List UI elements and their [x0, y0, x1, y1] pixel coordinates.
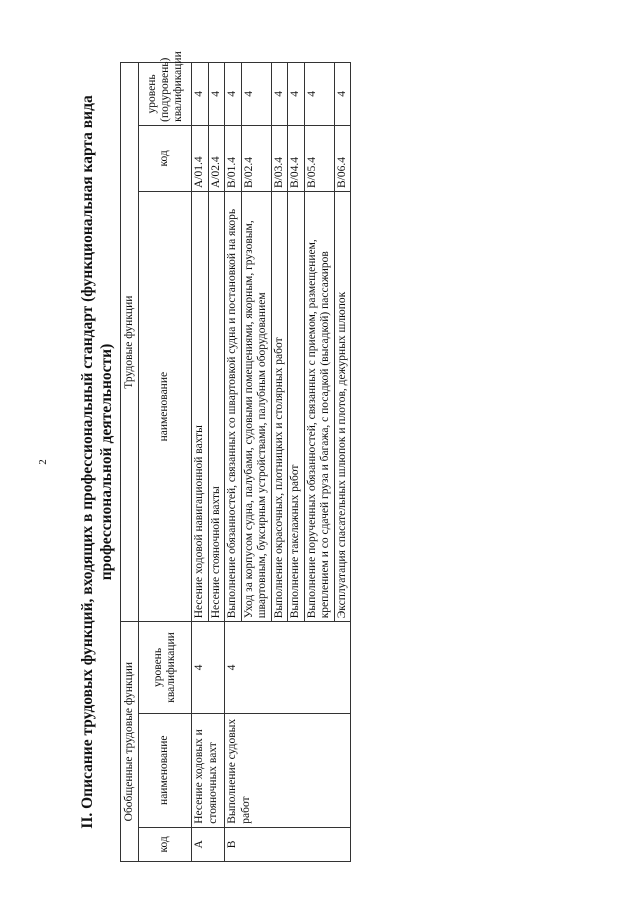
function-code: В/02.4 — [241, 125, 271, 191]
functional-map-table — [120, 51, 351, 862]
section-heading — [78, 62, 116, 862]
function-code: В/01.4 — [225, 125, 242, 191]
function-level: 4 — [192, 63, 209, 126]
code-column-header: код — [139, 827, 192, 861]
section-heading-line-1: II. Описание трудовых функций, входящих в профессиональный стандарт (функциональная карта вида — [79, 95, 96, 829]
function-code: В/06.4 — [334, 125, 351, 191]
function-name: Несение ходовой навигационной вахты — [192, 192, 209, 622]
tf-code-column-header: код — [139, 125, 192, 191]
table-row — [192, 63, 209, 862]
function-name: Несение стояночной вахты — [208, 192, 225, 622]
tf-name-column-header: наименование — [139, 192, 192, 622]
function-code: В/04.4 — [288, 125, 305, 191]
group-level: 4 — [192, 622, 225, 713]
qualification-level-column-header: уровень квалификации — [139, 622, 192, 713]
function-name: Выполнение порученных обязанностей, связанных с приемом, размещением, креплением и со сдачей груза и багажа, с посадкой (высадкой) пассажиров — [304, 192, 334, 622]
function-code: А/01.4 — [192, 125, 209, 191]
group-level: 4 — [225, 622, 351, 713]
page-number: 2 — [37, 459, 49, 465]
function-code: В/03.4 — [271, 125, 288, 191]
function-level: 4 — [304, 63, 334, 126]
tf-level-column-header: уровень (подуровень) квалификации — [139, 63, 192, 126]
function-name: Эксплуатация спасательных шлюпок и плотов, дежурных шлюпок — [334, 192, 351, 622]
function-name: Выполнение такелажных работ — [288, 192, 305, 622]
function-level: 4 — [288, 63, 305, 126]
group-code: А — [192, 827, 225, 861]
rotated-content — [37, 51, 570, 862]
function-name: Выполнение окрасочных, плотницких и столярных работ — [271, 192, 288, 622]
function-level: 4 — [271, 63, 288, 126]
group-name: Несение ходовых и стояночных вахт — [192, 713, 225, 827]
function-level: 4 — [208, 63, 225, 126]
function-level: 4 — [225, 63, 242, 126]
group-name: Выполнение судовых работ — [225, 713, 351, 827]
function-code: А/02.4 — [208, 125, 225, 191]
function-level: 4 — [334, 63, 351, 126]
function-level: 4 — [241, 63, 271, 126]
group-code: В — [225, 827, 351, 861]
function-code: В/05.4 — [304, 125, 334, 191]
function-name: Уход за корпусом судна, палубами, судовыми помещениями, якорным, грузовым, швартовным, буксирным устройствами, палубным оборудованием — [241, 192, 271, 622]
generalized-functions-header: Обобщенные трудовые функции — [121, 622, 139, 862]
name-column-header: наименование — [139, 713, 192, 827]
table-row — [225, 63, 242, 862]
function-name: Выполнение обязанностей, связанных со швартовкой судна и постановкой на якорь — [225, 192, 242, 622]
labor-functions-header: Трудовые функции — [121, 63, 139, 622]
section-heading-line-2: профессиональной деятельности) — [98, 343, 115, 581]
